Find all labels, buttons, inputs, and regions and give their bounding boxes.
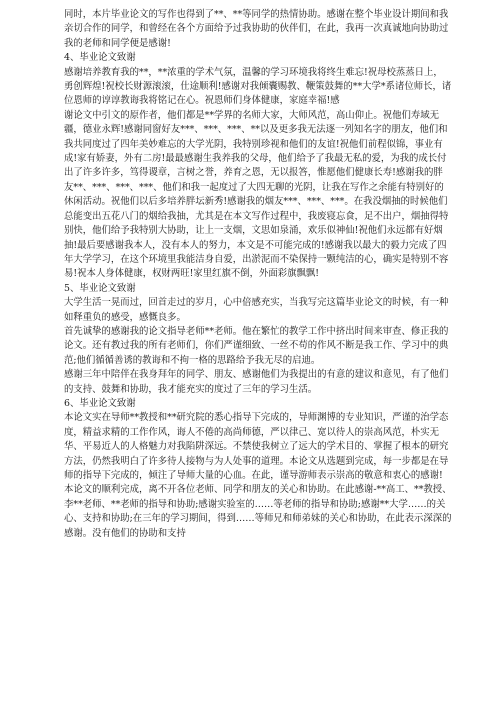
section-heading: 5、毕业论文致谢	[64, 282, 136, 294]
paragraph: 同时，本片毕业论文的写作也得到了**、**等同学的热情协助。感谢在整个毕业设计期间和我亲切合作的同学，和曾经在各个方面给予过我协助的伙伴们，在此，我再一次真诚地向协助过我的老师和同学便是感谢!	[64, 9, 449, 49]
paragraph: 本论文实在导师**教授和**研究院的悉心指导下完成的，导师渊博的专业知识，严谨的治学态度，精益求精的工作作风，诲人不倦的高尚师德，严以律己、宽以待人的崇高风范，朴实无华、平易近人的人格魅力对我陷阱深远。不禁使我树立了远大的学术目的、掌握了根本的研究方法，仍然我明白了许多待人接物与为人处事的道理。本论文从选题到完成，每一步都是在导师的指导下完成的，倾注了导师大量的心血。在此，谨导游师表示崇高的敬意和衷心的感谢!	[64, 412, 449, 481]
paragraph: 本论文的顺利完成，离不开各位老师、同学和朋友的关心和协助。在此感谢-**高工、**教授、李**老师、**老师的指导和协助;感谢实验室的……等老师的指导和协助;感谢**大学……的关心、支持和协助;在三年的学习期间，得到……等师兄和师弟妹的关心和协助，在此表示深深的感谢。没有他们的协助和支持	[64, 484, 452, 539]
paragraph: 感谢三年中陪伴在我身拜年的同学、朋友、感谢他们为我提出的有意的建议和意见，有了他们的支持、鼓舞和协助，我才能充实的度过了三年的学习生活。	[64, 369, 449, 395]
section-heading: 4、毕业论文致谢	[64, 52, 136, 64]
section-heading: 6、毕业论文致谢	[64, 397, 136, 409]
paragraph: 大学生活一晃而过，回首走过的岁月，心中倍感充实，当我写完这篇毕业论文的时候，有一种如释重负的感受，感慨良多。	[64, 297, 449, 323]
paragraph: 首先诚挚的感谢我的论文指导老师**老师。他在繁忙的教学工作中挤出时间来审查、修正我的论文。还有教过我的所有老师们，你们严谨细致、一丝不苟的作风不断是我工作、学习中的典范;他们循循善诱的教诲和不拘一格的思路给予我无尽的启迪。	[64, 325, 449, 366]
paragraph: 感谢培养教育我的**，**浓重的学术气氛，温馨的学习环境我将终生难忘!祝母校蒸蒸日上，勇创辉煌!祝校长财源滚滚，仕途顺利!感谢对我倾囊赐教、鞭策鼓舞的**大学*系诸位师长，诸位恩师的谆谆教诲我将铭记在心。祝恩师们身体健康，家庭幸福!感	[64, 66, 452, 107]
paragraph: 谢论文中引文的原作者，他们都是**学界的名师大家，大师风范，高山仰止。祝他们寿域无疆，德业永辉!感谢同窗好友***、***、***、**以及更多我无法逐一列知名字的朋友，他们和我共同度过了四年美妙难忘的大学光阴，我特别珍视和他们的友谊!祝他们前程似锦，事业有成!家有娇妻，外有二房!最最感谢生我养我的父母，他们给予了我最无私的爱，为我的成长付出了许多许多，笃得谡章，言树之誉，养育之恩，无以报答，惟愿他们健康长寿!感谢我的胖友**、***、***、***、他们和我一起度过了大四无聊的光阴，让我在写作之余能有特别好的休闲活动。祝他们以后多培养胖坛新秀!感谢我的烟友***、***、***。在我没烟抽的时候他们总能变出五花八门的烟给我抽，尤其是在本文写作过程中，我废寝忘食，足不出户，烟抽得特别快，他们给予我特别大协助，让上一支烟，文思如泉涌，欢乐似神仙!祝他们永远都有好烟抽!最后要感谢我本人，没有本人的努力，本文是不可能完成的!感谢我以最大的毅力完成了四年大学学习，在这个环境里我能洁身自爱，出淤泥而不染保持一颗纯洁的心，确实是特别不容易!祝本人身体健康，权财两旺!家里红旗不倒，外面彩旗飘飘!	[64, 109, 449, 280]
document-page	[64, 8, 452, 541]
